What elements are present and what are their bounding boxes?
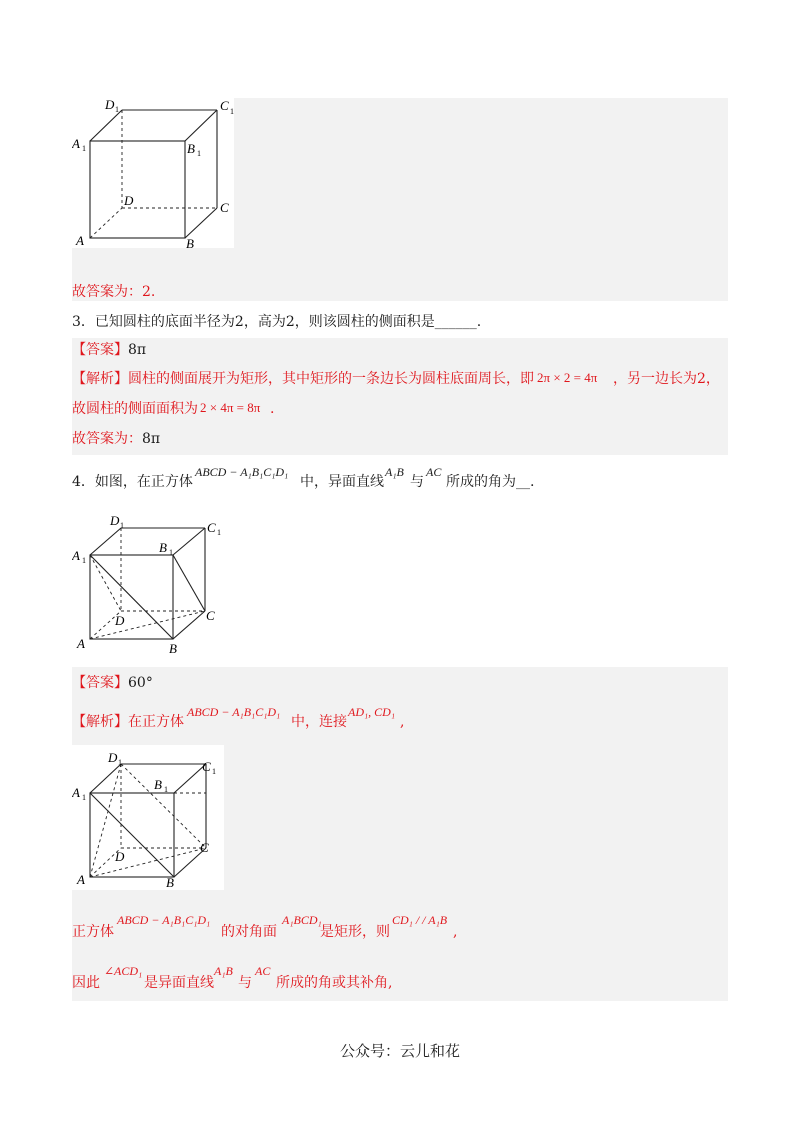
q4-line4-d: 所成的角或其补角, — [276, 975, 393, 991]
q3-analysis-line2-prefix: 故圆柱的侧面面积为 — [72, 401, 198, 417]
answer-line-top: 故答案为：2. — [72, 284, 156, 300]
q4-suffix: 所成的角为__. — [446, 474, 535, 490]
q4-line3-b: 的对角面 — [221, 924, 277, 940]
q3-question: 3．已知圆柱的底面半径为2，高为2，则该圆柱的侧面积是______. — [72, 314, 482, 330]
svg-text:A: A — [72, 785, 80, 800]
q4-mid1: 中，异面直线 — [300, 474, 384, 490]
q4-answer-tag: 【答案】 — [72, 675, 128, 691]
svg-text:1: 1 — [164, 785, 168, 794]
q4-analysis-a: 在正方体 — [128, 714, 184, 730]
svg-text:B: B — [169, 641, 177, 656]
svg-text:C: C — [207, 520, 216, 535]
q3-answer-row — [72, 340, 146, 360]
q4-line3-c: 是矩形，则 — [320, 924, 390, 940]
svg-text:1: 1 — [82, 556, 86, 565]
q4-line4-angle: ∠ACD₁ — [104, 964, 143, 978]
svg-text:A: A — [72, 548, 80, 563]
q4-line2: AC — [426, 465, 442, 479]
q4-prefix: 4．如图，在正方体 — [72, 474, 193, 490]
q3-formula1: 2π × 2 = 4π — [537, 370, 598, 385]
q3-analysis-part2: ，另一边长为2， — [613, 371, 720, 387]
svg-text:1: 1 — [118, 758, 122, 767]
q4-analysis-tag: 【解析】 — [72, 714, 128, 730]
q3-final-prefix: 故答案为： — [72, 431, 142, 447]
svg-text:1: 1 — [217, 528, 221, 537]
q4-analysis-cube: ABCD − A₁B₁C₁D₁ — [187, 705, 281, 719]
svg-text:1: 1 — [120, 521, 124, 530]
svg-text:D: D — [108, 750, 118, 765]
q3-analysis-tag: 【解析】 — [72, 371, 128, 387]
q4-mid2: 与 — [410, 474, 424, 490]
cube-figure-3 — [72, 745, 232, 893]
q4-line4-c: 与 — [238, 975, 252, 991]
label-B1: B — [187, 141, 195, 156]
label-D1: D — [105, 98, 115, 112]
label-A1-sub: 1 — [82, 144, 86, 153]
svg-text:C: C — [206, 608, 215, 623]
q4-analysis-row1 — [72, 712, 184, 732]
q3-formula2: 2 × 4π = 8π — [200, 400, 261, 415]
svg-text:1: 1 — [169, 548, 173, 557]
q4-analysis-lines: AD₁, CD₁ — [348, 705, 396, 719]
label-B1-sub: 1 — [197, 149, 201, 158]
label-D: D — [124, 193, 134, 208]
label-A1: A — [72, 136, 80, 151]
q3-final-value: 8π — [142, 431, 161, 447]
cube-figure-1 — [72, 98, 242, 253]
q4-answer-row — [72, 673, 153, 693]
q4-line3-face: A₁BCD₁ — [282, 913, 322, 927]
svg-text:B: B — [166, 875, 174, 890]
q4-cube-name: ABCD − A₁B₁C₁D₁ — [195, 465, 289, 479]
svg-text:C: C — [200, 840, 209, 855]
q4-line4-b: 是异面直线 — [144, 975, 214, 991]
label-C1-sub: 1 — [230, 107, 234, 116]
svg-text:D: D — [115, 613, 125, 628]
q3-solution-box — [72, 338, 728, 455]
cube-figure-2 — [72, 508, 232, 658]
label-C1: C — [220, 98, 229, 113]
q4-line1: A₁B — [385, 465, 404, 479]
q3-answer-value: 8π — [128, 342, 147, 358]
q4-answer-value: 60° — [128, 675, 153, 691]
q4-line4-l2: AC — [255, 964, 271, 978]
q3-analysis-part1: 圆柱的侧面展开为矩形，其中矩形的一条边长为圆柱底面周长，即 — [128, 371, 534, 387]
q4-line4-a: 因此 — [72, 975, 100, 991]
q4-line4-l1: A₁B — [214, 964, 233, 978]
q4-analysis-b: 中，连接 — [291, 714, 347, 730]
q3-analysis-row1 — [72, 369, 534, 389]
svg-text:1: 1 — [212, 767, 216, 776]
q4-line3-parallel: CD₁ / / A₁B — [392, 913, 448, 927]
svg-text:D: D — [115, 849, 125, 864]
label-A: A — [76, 233, 84, 248]
label-B: B — [186, 236, 194, 251]
q4-line3-a: 正方体 — [72, 924, 114, 940]
svg-text:A: A — [77, 872, 85, 887]
q3-final-row — [72, 429, 160, 449]
svg-text:A: A — [77, 636, 85, 651]
q3-analysis-line2-suffix: . — [270, 401, 275, 417]
svg-text:C: C — [202, 759, 211, 774]
svg-text:D: D — [110, 513, 120, 528]
label-C: C — [220, 200, 229, 215]
svg-text:B: B — [154, 777, 162, 792]
footer-text: 公众号：云儿和花 — [340, 1042, 461, 1060]
label-D1-sub: 1 — [115, 105, 119, 114]
q3-answer-tag: 【答案】 — [72, 342, 128, 358]
svg-text:B: B — [159, 540, 167, 555]
q4-line3-d: , — [453, 924, 458, 940]
svg-text:1: 1 — [82, 793, 86, 802]
q4-analysis-c: , — [400, 714, 405, 730]
q4-line3-cube: ABCD − A₁B₁C₁D₁ — [117, 913, 211, 927]
